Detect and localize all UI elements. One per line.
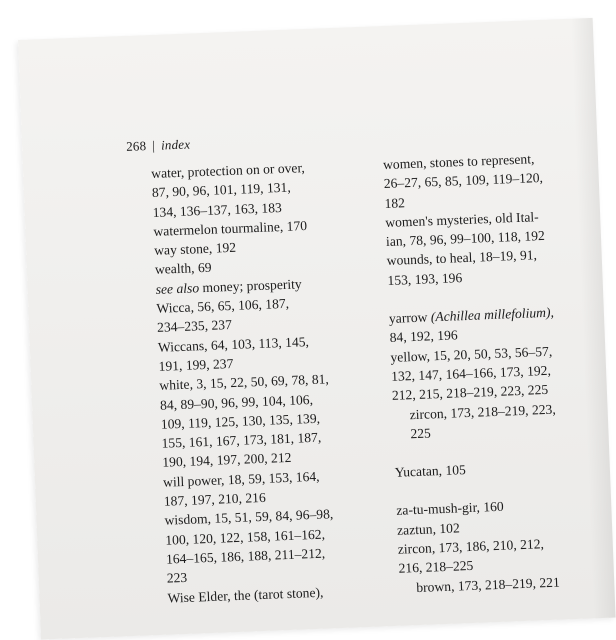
index-entry-line: 84, 192, 196 [389,327,458,346]
index-entry-line: 109, 119, 125, 130, 135, 139, [160,410,321,432]
index-entry-line: 182 [384,194,406,211]
index-entry-line: yarrow (Achillea millefolium), [388,304,555,327]
index-entry-line: women, stones to represent, [382,151,535,173]
index-entry [164,503,382,588]
running-head-separator: | [151,137,156,153]
index-entry-line: water, protection on or over, [150,160,306,181]
index-entry-line: 164–165, 186, 188, 211–212, [165,545,326,567]
index-entry-line: 190, 194, 197, 200, 212 [162,450,292,471]
index-entry-line: women's mysteries, old Ital- [384,209,539,230]
index-entry-line: 100, 120, 122, 158, 161–162, [165,526,326,548]
index-entry-line: Wiccans, 64, 103, 113, 145, [157,333,310,355]
index-entry-line: Wicca, 56, 65, 106, 187, [156,295,290,316]
index-entry-line: ian, 78, 96, 99–100, 118, 192 [385,228,546,250]
book-page [18,18,616,640]
index-entry-line: watermelon tourmaline, 170 [153,217,308,239]
index-entry-line: 84, 89–90, 96, 99, 104, 106, [159,391,314,413]
index-entry-line: white, 3, 15, 22, 50, 69, 78, 81, [159,371,330,394]
index-entry-line: wounds, to heal, 18–19, 91, [386,247,538,269]
index-entry-line: way stone, 192 [153,239,237,259]
index-entry-line: yellow, 15, 20, 50, 53, 56–57, [390,343,553,365]
index-entry-line: 212, 215, 218–219, 223, 225 [391,382,549,404]
index-entry-line: 134, 136–137, 163, 183 [152,199,283,220]
index-entry-line: 187, 197, 210, 216 [163,489,266,509]
index-entry [151,156,368,222]
index-entry-line: Yucatan, 105 [394,462,467,481]
page-number: 268 [125,138,147,154]
index-entry [390,340,602,406]
index-column-left [151,156,383,608]
see-also-label: see also [155,280,200,297]
index-entry-line: 26–27, 65, 85, 109, 119–120, [383,170,544,192]
index-entry-line: 225 [410,425,432,442]
scientific-name: (Achillea millefolium), [430,304,555,325]
index-entry-line: 234–235, 237 [156,317,233,336]
index-entry-line: zaztun, 102 [396,520,461,538]
running-head [126,136,191,154]
index-column-right [383,147,610,598]
index-entry-line: will power, 18, 59, 153, 164, [162,468,320,490]
index-entry-line: zircon, 173, 218–219, 223, [409,401,556,422]
index-entry-line: wisdom, 15, 51, 59, 84, 96–98, [164,506,334,529]
index-entry-line: 153, 193, 196 [387,269,463,288]
index-entry-line: 191, 199, 237 [158,355,234,374]
index-entry-line: 87, 90, 96, 101, 119, 131, [151,179,291,201]
index-entry-line: brown, 173, 218–219, 221 [416,574,560,595]
index-entry-line: 132, 147, 164–166, 173, 192, [390,362,552,384]
index-entry-line: Wise Elder, the (tarot stone), [167,584,324,606]
index-entry-line: 155, 161, 167, 173, 181, 187, [161,429,322,451]
index-entry-line: wealth, 69 [154,260,212,278]
index-entry [383,147,595,213]
index-entry-line: zircon, 173, 186, 210, 212, [397,536,545,557]
index-entry [159,368,378,473]
index-entry-line: 223 [166,570,188,586]
index-entry-line: 216, 218–225 [398,558,474,577]
index-entry-line: see also money; prosperity [155,276,302,297]
index-entry-line: za-tu-mush-gir, 160 [396,499,504,519]
section-title: index [160,136,191,153]
